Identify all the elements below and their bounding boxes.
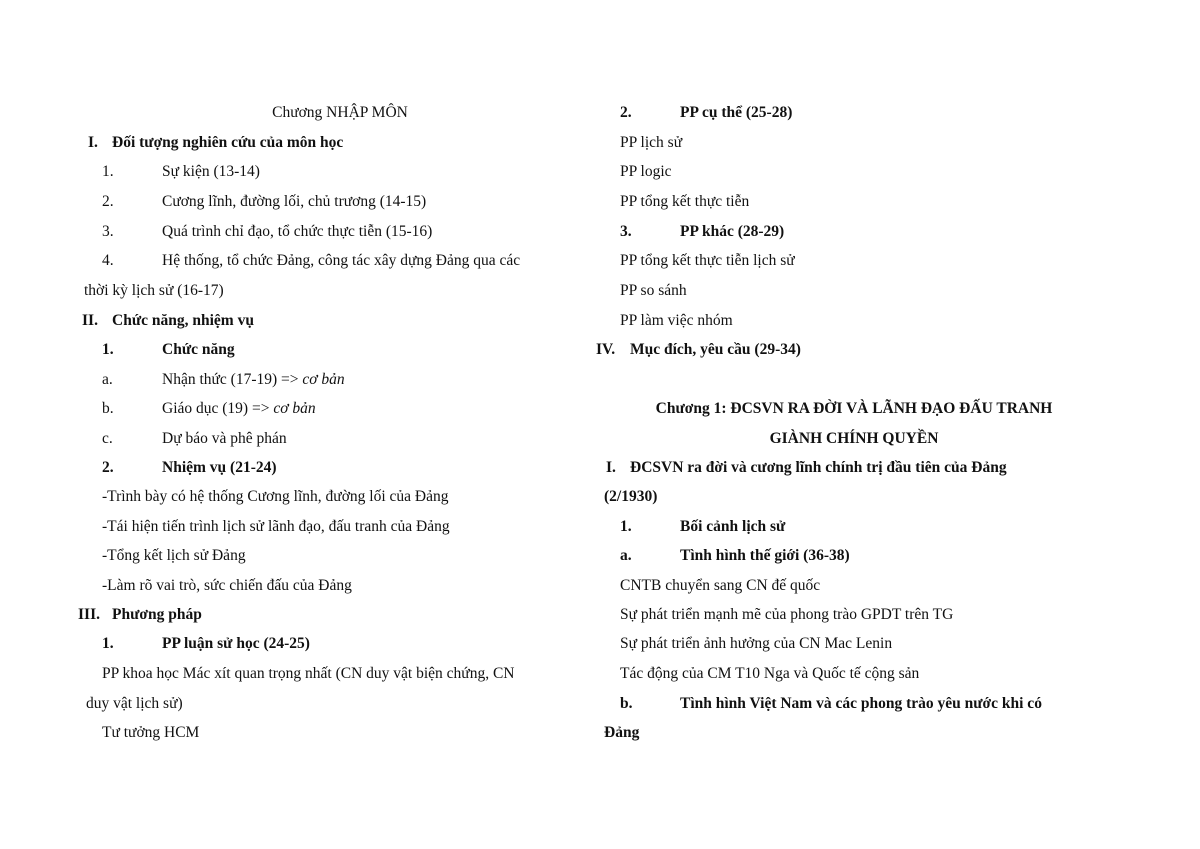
roman-numeral: I. xyxy=(88,134,98,151)
section-title: Mục đích, yêu cầu (29-34) xyxy=(630,341,801,358)
list-item: b. Giáo dục (19) => cơ bản xyxy=(102,400,316,417)
section-heading xyxy=(82,306,254,336)
list-item-continuation: thời kỳ lịch sử (16-17) xyxy=(84,282,224,299)
list-item: PP logic xyxy=(620,163,672,180)
chapter-title: GIÀNH CHÍNH QUYỀN xyxy=(769,430,939,447)
subsection-heading: 1. Bối cảnh lịch sử xyxy=(620,518,786,535)
roman-numeral: III. xyxy=(78,606,100,623)
list-item: PP tổng kết thực tiễn lịch sử xyxy=(620,252,795,269)
section-heading xyxy=(606,453,1007,483)
list-item: Sự phát triển ảnh hưởng của CN Mac Lenin xyxy=(620,635,893,652)
section-title: Chức năng, nhiệm vụ xyxy=(112,312,254,329)
list-item: -Trình bày có hệ thống Cương lĩnh, đường lối của Đảng xyxy=(102,488,449,505)
section-title: Phương pháp xyxy=(112,606,202,623)
list-item: 1. Sự kiện (13-14) xyxy=(102,163,260,180)
roman-numeral: I. xyxy=(606,459,616,476)
subsection-heading: b. Tình hình Việt Nam và các phong trào yêu nước khi có xyxy=(620,695,1042,712)
list-item: -Tái hiện tiến trình lịch sử lãnh đạo, đấu tranh của Đảng xyxy=(102,518,450,535)
subsection-heading: a. Tình hình thế giới (36-38) xyxy=(620,547,850,564)
list-item: 2. Cương lĩnh, đường lối, chủ trương (14-15) xyxy=(102,193,427,210)
section-title: Đối tượng nghiên cứu của môn học xyxy=(112,134,344,151)
section-heading xyxy=(88,128,343,158)
subsection-heading-continuation: Đảng xyxy=(604,724,640,741)
list-item: a. Nhận thức (17-19) => cơ bản xyxy=(102,371,345,388)
list-item: -Tổng kết lịch sử Đảng xyxy=(102,547,246,564)
list-item: PP so sánh xyxy=(620,282,687,299)
subsection-heading: 2. Nhiệm vụ (21-24) xyxy=(102,459,277,476)
list-item: 3. Quá trình chỉ đạo, tổ chức thực tiễn (15-16) xyxy=(102,223,433,240)
list-item: Tác động của CM T10 Nga và Quốc tế cộng sản xyxy=(620,665,920,682)
list-item: CNTB chuyển sang CN đế quốc xyxy=(620,577,821,594)
roman-numeral: IV. xyxy=(596,341,616,358)
section-heading xyxy=(78,600,202,630)
roman-numeral: II. xyxy=(82,312,98,329)
list-item: PP tổng kết thực tiễn xyxy=(620,193,750,210)
subsection-heading: 2. PP cụ thể (25-28) xyxy=(620,104,793,121)
list-item: PP lịch sử xyxy=(620,134,683,151)
paragraph-line: PP khoa học Mác xít quan trọng nhất (CN duy vật biện chứng, CN xyxy=(102,665,515,682)
list-item: PP làm việc nhóm xyxy=(620,312,733,329)
paragraph-line: duy vật lịch sử) xyxy=(86,695,183,712)
section-heading xyxy=(596,335,801,365)
section-title: ĐCSVN ra đời và cương lĩnh chính trị đầu tiên của Đảng xyxy=(630,459,1007,476)
list-item: -Làm rõ vai trò, sức chiến đấu của Đảng xyxy=(102,577,352,594)
subsection-heading: 1. PP luận sử học (24-25) xyxy=(102,635,310,652)
chapter-title: Chương 1: ĐCSVN RA ĐỜI VÀ LÃNH ĐẠO ĐẤU TRANH xyxy=(655,400,1053,417)
list-item: c. Dự báo và phê phán xyxy=(102,430,287,447)
chapter-title: Chương NHẬP MÔN xyxy=(272,104,408,121)
subsection-heading: 1. Chức năng xyxy=(102,341,235,358)
list-item: Sự phát triển mạnh mẽ của phong trào GPDT trên TG xyxy=(620,606,954,623)
section-heading-continuation: (2/1930) xyxy=(604,488,658,505)
subsection-heading: 3. PP khác (28-29) xyxy=(620,223,785,240)
list-item: 4. Hệ thống, tổ chức Đảng, công tác xây dựng Đảng qua các xyxy=(102,252,521,269)
paragraph-line: Tư tưởng HCM xyxy=(102,724,200,741)
